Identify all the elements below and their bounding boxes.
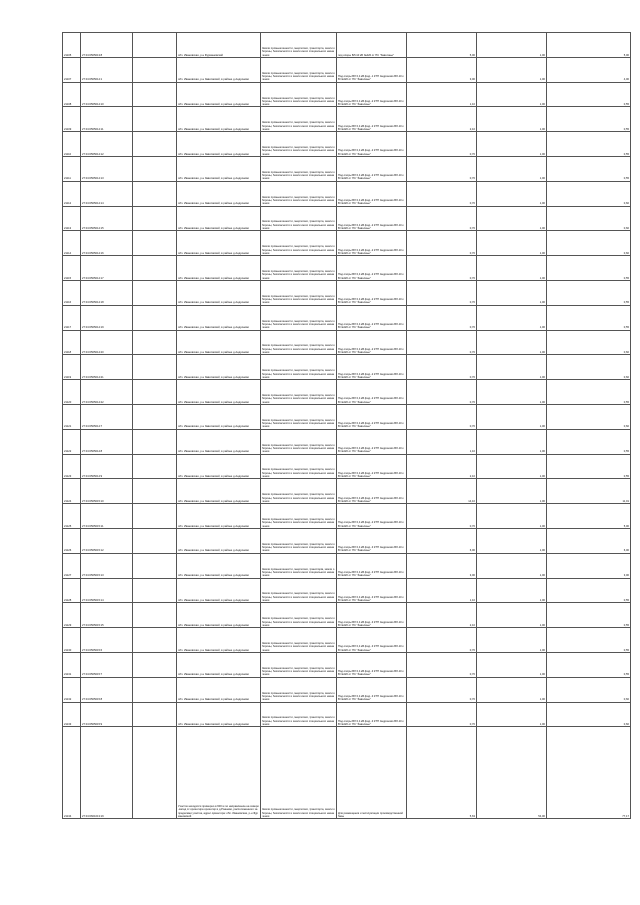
address-cell: обл. Ивановская, р-н Заволжский, в районе д.Андроново bbox=[177, 652, 261, 677]
rate-cell: 1,00 bbox=[477, 404, 547, 429]
cadastral-number: 27:04:0505015:13 bbox=[81, 553, 133, 578]
total-cell: 77,17 bbox=[547, 727, 631, 819]
blank-cell bbox=[133, 107, 177, 132]
row-number: 21114 bbox=[63, 231, 81, 256]
row-number: 21115 bbox=[63, 256, 81, 281]
total-cell: 0,60 bbox=[547, 677, 631, 702]
rate-cell: 1,00 bbox=[477, 677, 547, 702]
rate-cell: 1,00 bbox=[477, 156, 547, 181]
total-cell: 0,60 bbox=[547, 181, 631, 206]
total-cell: 0,55 bbox=[547, 305, 631, 330]
address-cell: обл. Ивановская, р-н Заволжский, в районе д.Андроново bbox=[177, 305, 261, 330]
address-cell: обл. Ивановская, р-н Фурмановский bbox=[177, 33, 261, 58]
row-number: 21125 bbox=[63, 504, 81, 529]
table-row bbox=[63, 181, 631, 206]
table-row bbox=[63, 107, 631, 132]
table-row bbox=[63, 82, 631, 107]
permitted-use-cell: Под опоры ВЛ 0,4 кВ фид.-1 КТП Андроново ВЛ-10 кВ №420 от ПС "Заволжье" bbox=[337, 57, 407, 82]
table-row bbox=[63, 330, 631, 355]
blank-cell bbox=[133, 677, 177, 702]
table-row bbox=[63, 57, 631, 82]
cadastral-number: 27:04:0505014:10 bbox=[81, 82, 133, 107]
permitted-use-cell: Под опоры ВЛ 0,4 кВ фид.-3 КТП Андроново ВЛ-10 кВ №420 от ПС "Заволжье" bbox=[337, 553, 407, 578]
table-row bbox=[63, 429, 631, 454]
total-cell: 5,00 bbox=[547, 504, 631, 529]
cadastral-number: 27:04:0505015:10 bbox=[81, 479, 133, 504]
cadastral-number: 27:04:0505014:15 bbox=[81, 206, 133, 231]
cadastral-number: 27:04:0505014:8 bbox=[81, 429, 133, 454]
table-row bbox=[63, 280, 631, 305]
area-cell: 0,70 bbox=[407, 280, 477, 305]
rate-cell: 1,00 bbox=[477, 380, 547, 405]
permitted-use-cell: Под опоры ВЛ 0,4 кВ фид.-2 КТП Андроново ВЛ-10 кВ №420 от ПС "Заволжье" bbox=[337, 454, 407, 479]
land-category-cell: Земли промышленности, энергетики, транспорта, земли обороны, безопасности и земли иного специального назначения bbox=[261, 454, 337, 479]
total-cell: 0,55 bbox=[547, 107, 631, 132]
permitted-use-cell: Под опоры ВЛ 0,4 кВ фид.-3 КТП Андроново ВЛ-10 кВ №420 от ПС "Заволжье" bbox=[337, 528, 407, 553]
rate-cell: 1,00 bbox=[477, 305, 547, 330]
address-cell: обл. Ивановская, р-н Заволжский, в районе д.Андроново bbox=[177, 181, 261, 206]
blank-cell bbox=[133, 380, 177, 405]
land-category-cell: Земли промышленности, энергетики, транспорта, земли обороны, безопасности и земли иного специального назначения bbox=[261, 132, 337, 157]
land-category-cell: Земли промышленности, энергетики, транспорта, земли обороны, безопасности и земли иного специального назначения bbox=[261, 181, 337, 206]
table-row bbox=[63, 355, 631, 380]
permitted-use-cell: Под опоры ВЛ 0,4 кВ фид.-2 КТП Андроново ВЛ-10 кВ №420 от ПС "Заволжье" bbox=[337, 280, 407, 305]
blank-cell bbox=[133, 578, 177, 603]
address-cell: обл. Ивановская, р-н Заволжский, в районе д.Андроново bbox=[177, 107, 261, 132]
rate-cell: 54,00 bbox=[477, 727, 547, 819]
row-number: 21116 bbox=[63, 280, 81, 305]
permitted-use-cell: Под опоры ВЛ 0,4 кВ фид.-3 КТП Андроново ВЛ-10 кВ №420 от ПС "Заволжье" bbox=[337, 702, 407, 727]
row-number: 21134 bbox=[63, 727, 81, 819]
blank-cell bbox=[133, 231, 177, 256]
area-cell: 0,70 bbox=[407, 404, 477, 429]
land-category-cell: Земли промышленности, энергетики, транспорта, земли обороны, безопасности и земли иного специального назначения bbox=[261, 305, 337, 330]
land-category-cell: Земли промышленности, энергетики, транспорта, земли обороны, безопасности и земли иного специального назначения bbox=[261, 404, 337, 429]
table-row bbox=[63, 702, 631, 727]
table-row bbox=[63, 156, 631, 181]
address-cell: обл. Ивановская, р-н Заволжский, в районе д.Андроново bbox=[177, 479, 261, 504]
total-cell: 0,55 bbox=[547, 429, 631, 454]
cadastral-number: 27:04:0505014:20 bbox=[81, 330, 133, 355]
cadastral-number: 27:04:0505014:11 bbox=[81, 107, 133, 132]
total-cell: 4,00 bbox=[547, 57, 631, 82]
cadastral-number: 27:04:0505014:13 bbox=[81, 156, 133, 181]
row-number: 21111 bbox=[63, 156, 81, 181]
area-cell: 2,10 bbox=[407, 454, 477, 479]
rate-cell: 1,00 bbox=[477, 107, 547, 132]
rate-cell: 1,00 bbox=[477, 206, 547, 231]
blank-cell bbox=[133, 305, 177, 330]
row-number: 21127 bbox=[63, 553, 81, 578]
area-cell: 2,10 bbox=[407, 107, 477, 132]
area-cell: 0,70 bbox=[407, 702, 477, 727]
land-category-cell: Земли промышленности, энергетики, транспорта, земли обороны, безопасности и земли иного специального назначения bbox=[261, 231, 337, 256]
address-cell: обл. Ивановская, р-н Заволжский, в районе д.Андроново bbox=[177, 330, 261, 355]
area-cell: 3,00 bbox=[407, 57, 477, 82]
blank-cell bbox=[133, 504, 177, 529]
land-category-cell: Земли промышленности, энергетики, транспорта, земли обороны, безопасности и земли иного специального назначения bbox=[261, 677, 337, 702]
rate-cell: 1,00 bbox=[477, 652, 547, 677]
address-cell: обл. Ивановская, р-н Заволжский, в районе д.Андроново bbox=[177, 132, 261, 157]
address-cell: обл. Ивановская, р-н Заволжский, в районе д.Андроново bbox=[177, 57, 261, 82]
area-cell: 0,70 bbox=[407, 355, 477, 380]
land-category-cell: Земли промышленности, энергетики, транспорта, земли обороны, безопасности и земли иного специального назначения bbox=[261, 702, 337, 727]
area-cell: 1,10 bbox=[407, 578, 477, 603]
area-cell: 1,10 bbox=[407, 429, 477, 454]
permitted-use-cell: Под опоры ВЛ 0,4 кВ фид.-2 КТП Андроново ВЛ-10 кВ №420 от ПС "Заволжье" bbox=[337, 479, 407, 504]
area-cell: 0,70 bbox=[407, 330, 477, 355]
rate-cell: 1,00 bbox=[477, 702, 547, 727]
cadastral-number: 27:04:0505014:16 bbox=[81, 231, 133, 256]
rate-cell: 1,00 bbox=[477, 355, 547, 380]
land-category-cell: Земли промышленности, энергетики, транспорта, земли обороны, безопасности и земли иного специального назначения bbox=[261, 504, 337, 529]
area-cell: 2,10 bbox=[407, 603, 477, 628]
total-cell: 0,55 bbox=[547, 132, 631, 157]
area-cell: 3,00 bbox=[407, 553, 477, 578]
rate-cell: 1,00 bbox=[477, 57, 547, 82]
area-cell: 0,70 bbox=[407, 206, 477, 231]
total-cell: 0,60 bbox=[547, 355, 631, 380]
table-row bbox=[63, 528, 631, 553]
permitted-use-cell: Под опоры ВЛ 0,4 кВ фид.-2 КТП Андроново ВЛ-10 кВ №420 от ПС "Заволжье" bbox=[337, 504, 407, 529]
address-cell: обл. Ивановская, р-н Заволжский, в районе д.Андроново bbox=[177, 702, 261, 727]
table-row bbox=[63, 231, 631, 256]
total-cell: 0,55 bbox=[547, 156, 631, 181]
row-number: 21128 bbox=[63, 578, 81, 603]
total-cell: 0,55 bbox=[547, 280, 631, 305]
table-row bbox=[63, 404, 631, 429]
row-number: 21112 bbox=[63, 181, 81, 206]
rate-cell: 1,00 bbox=[477, 231, 547, 256]
cadastral-number: 27:04:0505014:21 bbox=[81, 355, 133, 380]
total-cell: 0,55 bbox=[547, 380, 631, 405]
cadastral-number: 27:04:0505015:8 bbox=[81, 677, 133, 702]
permitted-use-cell: Под опоры ВЛ 0,4 кВ фид.-2 КТП Андроново ВЛ-10 кВ №420 от ПС "Заволжье" bbox=[337, 429, 407, 454]
cadastral-number: 27:04:0505015:9 bbox=[81, 702, 133, 727]
cadastral-number: 27:04:0505015:7 bbox=[81, 652, 133, 677]
area-cell: 0,70 bbox=[407, 181, 477, 206]
land-category-cell: Земли промышленности, энергетики, транспорта, земли обороны, безопасности и земли иного специального назначения bbox=[261, 652, 337, 677]
row-number: 21107 bbox=[63, 57, 81, 82]
land-category-cell: Земли промышленности, энергетики, транспорта, земли обороны, безопасности и земли иного специального назначения bbox=[261, 33, 337, 58]
land-category-cell: Земли промышленности, энергетики, транспорта, земли обороны, безопасности и земли иного специального назначения bbox=[261, 528, 337, 553]
area-cell: 0,70 bbox=[407, 156, 477, 181]
land-plots-table bbox=[62, 32, 631, 819]
address-cell: обл. Ивановская, р-н Заволжский, в районе д.Андроново bbox=[177, 280, 261, 305]
cadastral-number: 27:04:0505014:19 bbox=[81, 305, 133, 330]
address-cell: обл. Ивановская, р-н Заволжский, в районе д.Андроново bbox=[177, 628, 261, 653]
blank-cell bbox=[133, 628, 177, 653]
row-number: 21110 bbox=[63, 132, 81, 157]
cadastral-number: 27:04:0505014:17 bbox=[81, 256, 133, 281]
rate-cell: 1,00 bbox=[477, 280, 547, 305]
row-number: 21124 bbox=[63, 479, 81, 504]
table-row bbox=[63, 256, 631, 281]
row-number: 21105 bbox=[63, 33, 81, 58]
table-row bbox=[63, 380, 631, 405]
cadastral-number: 27:04:0505014:12 bbox=[81, 132, 133, 157]
permitted-use-cell: Под опоры ВЛ 0,4 кВ фид.-3 КТП Андроново ВЛ-10 кВ №420 от ПС "Заволжье" bbox=[337, 603, 407, 628]
blank-cell bbox=[133, 528, 177, 553]
address-cell: обл. Ивановская, р-н Заволжский, в районе д.Андроново bbox=[177, 504, 261, 529]
land-category-cell: Земли промышленности, энергетики, транспорта, земли обороны, безопасности и земли иного специального назначения bbox=[261, 355, 337, 380]
area-cell: 5,00 bbox=[407, 33, 477, 58]
blank-cell bbox=[133, 256, 177, 281]
blank-cell bbox=[133, 206, 177, 231]
rate-cell: 1,00 bbox=[477, 330, 547, 355]
address-cell: обл. Ивановская, р-н Заволжский, в районе д.Андроново bbox=[177, 429, 261, 454]
area-cell: 0,70 bbox=[407, 132, 477, 157]
permitted-use-cell: под опоры ВЛ-10 кВ №420 от ПС "Заволжье" bbox=[337, 33, 407, 58]
address-cell: обл. Ивановская, р-н Заволжский, в районе д.Андроново bbox=[177, 677, 261, 702]
cadastral-number: 27:04:0505014:1 bbox=[81, 57, 133, 82]
cadastral-number: 27:04:0505014:22 bbox=[81, 380, 133, 405]
total-cell: 6,00 bbox=[547, 528, 631, 553]
blank-cell bbox=[133, 429, 177, 454]
table-row bbox=[63, 454, 631, 479]
total-cell: 0,60 bbox=[547, 404, 631, 429]
land-category-cell: Земли промышленности, энергетики, транспорта, земли обороны, безопасности и земли иного специального назначения bbox=[261, 280, 337, 305]
area-cell: 0,70 bbox=[407, 504, 477, 529]
blank-cell bbox=[133, 181, 177, 206]
table-row bbox=[63, 553, 631, 578]
total-cell: 0,55 bbox=[547, 628, 631, 653]
blank-cell bbox=[133, 330, 177, 355]
permitted-use-cell: Под опоры ВЛ 0,4 кВ фид.-2 КТП Андроново ВЛ-10 кВ №420 от ПС "Заволжье" bbox=[337, 82, 407, 107]
address-cell: обл. Ивановская, р-н Заволжский, в районе д.Андроново bbox=[177, 603, 261, 628]
area-cell: 6,00 bbox=[407, 528, 477, 553]
row-number: 21131 bbox=[63, 652, 81, 677]
blank-cell bbox=[133, 355, 177, 380]
blank-cell bbox=[133, 280, 177, 305]
row-number: 21108 bbox=[63, 82, 81, 107]
permitted-use-cell: Под опоры ВЛ 0,4 кВ фид.-3 КТП Андроново ВЛ-10 кВ №420 от ПС "Заволжье" bbox=[337, 677, 407, 702]
table-row bbox=[63, 578, 631, 603]
area-cell: 0,70 bbox=[407, 380, 477, 405]
rate-cell: 1,00 bbox=[477, 603, 547, 628]
permitted-use-cell: Под опоры ВЛ 0,4 кВ фид.-3 КТП Андроново ВЛ-10 кВ №420 от ПС "Заволжье" bbox=[337, 578, 407, 603]
rate-cell: 1,00 bbox=[477, 628, 547, 653]
blank-cell bbox=[133, 553, 177, 578]
total-cell: 0,55 bbox=[547, 652, 631, 677]
table-row bbox=[63, 677, 631, 702]
area-cell: 14,10 bbox=[407, 479, 477, 504]
cadastral-number: 27:04:0505014:18 bbox=[81, 280, 133, 305]
spreadsheet-page bbox=[62, 32, 630, 819]
address-cell: обл. Ивановская, р-н Заволжский, в районе д.Андроново bbox=[177, 380, 261, 405]
cadastral-number: 27:04:0601013:19 bbox=[81, 727, 133, 819]
address-cell: обл. Ивановская, р-н Заволжский, в районе д.Андроново bbox=[177, 528, 261, 553]
land-category-cell: Земли промышленности, энергетики, транспорта, земли обороны, безопасности и земли иного специального назначения bbox=[261, 429, 337, 454]
row-number: 21126 bbox=[63, 528, 81, 553]
area-cell: 0,70 bbox=[407, 231, 477, 256]
cadastral-number: 27:04:0505015:14 bbox=[81, 578, 133, 603]
land-category-cell: Земли промышленности, энергетики, транспорта, земли обороны, безопасности и земли иного специального назначения bbox=[261, 107, 337, 132]
land-category-cell: Земли промышленности, энергетики, транспорта, земли обороны, безопасности и земли иного специального назначения bbox=[261, 82, 337, 107]
blank-cell bbox=[133, 57, 177, 82]
land-category-cell: Земли промышленности, энергетики, транспорта, земли обороны, безопасности и земли иного специального назначения bbox=[261, 256, 337, 281]
blank-cell bbox=[133, 132, 177, 157]
area-cell: 0,70 bbox=[407, 628, 477, 653]
cadastral-number: 27:04:0505014:9 bbox=[81, 454, 133, 479]
row-number: 21133 bbox=[63, 702, 81, 727]
address-cell: обл. Ивановская, р-н Заволжский, в районе д.Андроново bbox=[177, 404, 261, 429]
blank-cell bbox=[133, 603, 177, 628]
rate-cell: 1,00 bbox=[477, 33, 547, 58]
blank-cell bbox=[133, 652, 177, 677]
table-row bbox=[63, 652, 631, 677]
table-row bbox=[63, 132, 631, 157]
address-cell: обл. Ивановская, р-н Заволжский, в районе д.Андроново bbox=[177, 256, 261, 281]
total-cell: 0,60 bbox=[547, 702, 631, 727]
permitted-use-cell: Под опоры ВЛ 0,4 кВ фид.-2 КТП Андроново ВЛ-10 кВ №420 от ПС "Заволжье" bbox=[337, 355, 407, 380]
permitted-use-cell: Под опоры ВЛ 0,4 кВ фид.-2 КТП Андроново ВЛ-10 кВ №420 от ПС "Заволжье" bbox=[337, 181, 407, 206]
area-cell: 0,70 bbox=[407, 256, 477, 281]
row-number: 21129 bbox=[63, 603, 81, 628]
address-cell: обл. Ивановская, р-н Заволжский, в районе д.Андроново bbox=[177, 82, 261, 107]
row-number: 21123 bbox=[63, 454, 81, 479]
rate-cell: 1,00 bbox=[477, 553, 547, 578]
total-cell: 0,55 bbox=[547, 578, 631, 603]
table-row bbox=[63, 33, 631, 58]
row-number: 21119 bbox=[63, 355, 81, 380]
rate-cell: 1,00 bbox=[477, 132, 547, 157]
land-category-cell: Земли промышленности, энергетики, транспорта, земли обороны, безопасности и земли иного специального назначения bbox=[261, 578, 337, 603]
area-cell: 0,70 bbox=[407, 652, 477, 677]
total-cell: 5,00 bbox=[547, 33, 631, 58]
permitted-use-cell: Под опоры ВЛ 0,4 кВ фид.-2 КТП Андроново ВЛ-10 кВ №420 от ПС "Заволжье" bbox=[337, 107, 407, 132]
total-cell: 0,55 bbox=[547, 454, 631, 479]
row-number: 21120 bbox=[63, 380, 81, 405]
total-cell: 0,55 bbox=[547, 256, 631, 281]
row-number: 21118 bbox=[63, 330, 81, 355]
blank-cell bbox=[133, 702, 177, 727]
table-row bbox=[63, 479, 631, 504]
row-number: 21109 bbox=[63, 107, 81, 132]
land-category-cell: Земли промышленности, энергетики, транспорта, земли обороны, безопасности и земли иного специального назначения bbox=[261, 727, 337, 819]
cadastral-number: 27:04:0505014:7 bbox=[81, 404, 133, 429]
table-row bbox=[63, 305, 631, 330]
rate-cell: 1,00 bbox=[477, 504, 547, 529]
cadastral-number: 27:04:0505015:12 bbox=[81, 528, 133, 553]
rate-cell: 1,00 bbox=[477, 528, 547, 553]
address-cell: обл. Ивановская, р-н Заволжский, в районе д.Андроново bbox=[177, 355, 261, 380]
permitted-use-cell: Под опоры ВЛ 0,4 кВ фид.-3 КТП Андроново ВЛ-10 кВ №420 от ПС "Заволжье" bbox=[337, 652, 407, 677]
permitted-use-cell: Под опоры ВЛ 0,4 кВ фид.-2 КТП Андроново ВЛ-10 кВ №420 от ПС "Заволжье" bbox=[337, 231, 407, 256]
total-cell: 0,55 bbox=[547, 82, 631, 107]
address-cell: Участок находится примерно в 600 м по направлению на северо-запад от ориентира ориентир в д.Рожнево, расположенного за пределами участка, адрес ориентира: обл. Ивановская, р-н Фурмановский bbox=[177, 727, 261, 819]
rate-cell: 1,00 bbox=[477, 578, 547, 603]
land-category-cell: Земли промышленности, энергетики, транспорta, земли обороны, безопасности и земли иного специального назначения bbox=[261, 553, 337, 578]
total-cell: 0,55 bbox=[547, 603, 631, 628]
rate-cell: 1,00 bbox=[477, 454, 547, 479]
permitted-use-cell: Для размещения и эксплуатации производственной базы bbox=[337, 727, 407, 819]
area-cell: 0,70 bbox=[407, 677, 477, 702]
address-cell: обл. Ивановская, р-н Заволжский, в районе д.Андроново bbox=[177, 156, 261, 181]
area-cell: 0,70 bbox=[407, 305, 477, 330]
address-cell: обл. Ивановская, р-н Заволжский, в районе д.Андроново bbox=[177, 454, 261, 479]
row-number: 21121 bbox=[63, 404, 81, 429]
rate-cell: 1,00 bbox=[477, 82, 547, 107]
cadastral-number: 27:04:0505015:6 bbox=[81, 628, 133, 653]
address-cell: обл. Ивановская, р-н Заволжский, в районе д.Андроново bbox=[177, 553, 261, 578]
row-number: 21122 bbox=[63, 429, 81, 454]
total-cell: 3,00 bbox=[547, 553, 631, 578]
row-number: 21132 bbox=[63, 677, 81, 702]
address-cell: обл. Ивановская, р-н Заволжский, в районе д.Андроново bbox=[177, 206, 261, 231]
rate-cell: 1,00 bbox=[477, 479, 547, 504]
permitted-use-cell: Под опоры ВЛ 0,4 кВ фид.-2 КТП Андроново ВЛ-10 кВ №420 от ПС "Заволжье" bbox=[337, 305, 407, 330]
total-cell: 0,60 bbox=[547, 206, 631, 231]
cadastral-number: 27:04:0505013:8 bbox=[81, 33, 133, 58]
row-number: 21117 bbox=[63, 305, 81, 330]
table-row bbox=[63, 206, 631, 231]
table-row bbox=[63, 628, 631, 653]
land-category-cell: Земли промышленности, энергетики, транспорта, земли обороны, безопасности и земли иного специального назначения bbox=[261, 206, 337, 231]
total-cell: 11,01 bbox=[547, 479, 631, 504]
land-category-cell: Земли промышленности, энергетики, транспорта, земли обороны, безопасности и земли иного специального назначения bbox=[261, 330, 337, 355]
cadastral-number: 27:04:0505015:15 bbox=[81, 603, 133, 628]
table-row bbox=[63, 727, 631, 819]
permitted-use-cell: Под опоры ВЛ 0,4 кВ фид.-2 КТП Андроново ВЛ-10 кВ №420 от ПС "Заволжье" bbox=[337, 132, 407, 157]
land-category-cell: Земли промышленности, энергетики, транспорта, земли обороны, безопасности и земли иного специального назначения bbox=[261, 380, 337, 405]
permitted-use-cell: Под опоры ВЛ 0,4 кВ фид.-3 КТП Андроново ВЛ-10 кВ №420 от ПС "Заволжье" bbox=[337, 628, 407, 653]
blank-cell bbox=[133, 82, 177, 107]
permitted-use-cell: Под опоры ВЛ 0,4 кВ фид.-2 КТП Андроново ВЛ-10 кВ №420 от ПС "Заволжье" bbox=[337, 380, 407, 405]
blank-cell bbox=[133, 454, 177, 479]
land-category-cell: Земли промышленности, энергетики, транспорта, земли обороны, безопасности и земли иного специального назначения bbox=[261, 628, 337, 653]
blank-cell bbox=[133, 727, 177, 819]
blank-cell bbox=[133, 404, 177, 429]
rate-cell: 1,00 bbox=[477, 429, 547, 454]
total-cell: 0,60 bbox=[547, 231, 631, 256]
land-category-cell: Земли промышленности, энергетики, транспорта, земли обороны, безопасности и земли иного специального назначения bbox=[261, 479, 337, 504]
land-category-cell: Земли промышленности, энергетики, транспорта, земли обороны, безопасности и земли иного специального назначения bbox=[261, 57, 337, 82]
cadastral-number: 27:04:0505015:11 bbox=[81, 504, 133, 529]
permitted-use-cell: Под опоры ВЛ 0,4 кВ фид.-2 КТП Андроново ВЛ-10 кВ №420 от ПС "Заволжье" bbox=[337, 156, 407, 181]
total-cell: 0,60 bbox=[547, 330, 631, 355]
row-number: 21113 bbox=[63, 206, 81, 231]
rate-cell: 1,00 bbox=[477, 256, 547, 281]
address-cell: обл. Ивановская, р-н Заволжский, в районе д.Андроново bbox=[177, 578, 261, 603]
rate-cell: 1,00 bbox=[477, 181, 547, 206]
permitted-use-cell: Под опоры ВЛ 0,4 кВ фид.-2 КТП Андроново ВЛ-10 кВ №420 от ПС "Заволжье" bbox=[337, 404, 407, 429]
area-cell: 5,63 bbox=[407, 727, 477, 819]
blank-cell bbox=[133, 156, 177, 181]
land-category-cell: Земли промышленности, энергетики, транспорта, земли обороны, безопасности и земли иного специального назначения bbox=[261, 156, 337, 181]
table-row bbox=[63, 603, 631, 628]
land-category-cell: Земли промышленности, энергетики, транспорта, земли обороны, безопасности и земли иного специального назначения bbox=[261, 603, 337, 628]
table-row bbox=[63, 504, 631, 529]
blank-cell bbox=[133, 479, 177, 504]
row-number: 21130 bbox=[63, 628, 81, 653]
area-cell: 1,10 bbox=[407, 82, 477, 107]
address-cell: обл. Ивановская, р-н Заволжский, в районе д.Андроново bbox=[177, 231, 261, 256]
permitted-use-cell: Под опоры ВЛ 0,4 кВ фид.-2 КТП Андроново ВЛ-10 кВ №420 от ПС "Заволжье" bbox=[337, 330, 407, 355]
permitted-use-cell: Под опоры ВЛ 0,4 кВ фид.-2 КТП Андроново ВЛ-10 кВ №420 от ПС "Заволжье" bbox=[337, 256, 407, 281]
blank-cell bbox=[133, 33, 177, 58]
permitted-use-cell: Под опоры ВЛ 0,4 кВ фид.-2 КТП Андроново ВЛ-10 кВ №420 от ПС "Заволжье" bbox=[337, 206, 407, 231]
cadastral-number: 27:04:0505014:14 bbox=[81, 181, 133, 206]
